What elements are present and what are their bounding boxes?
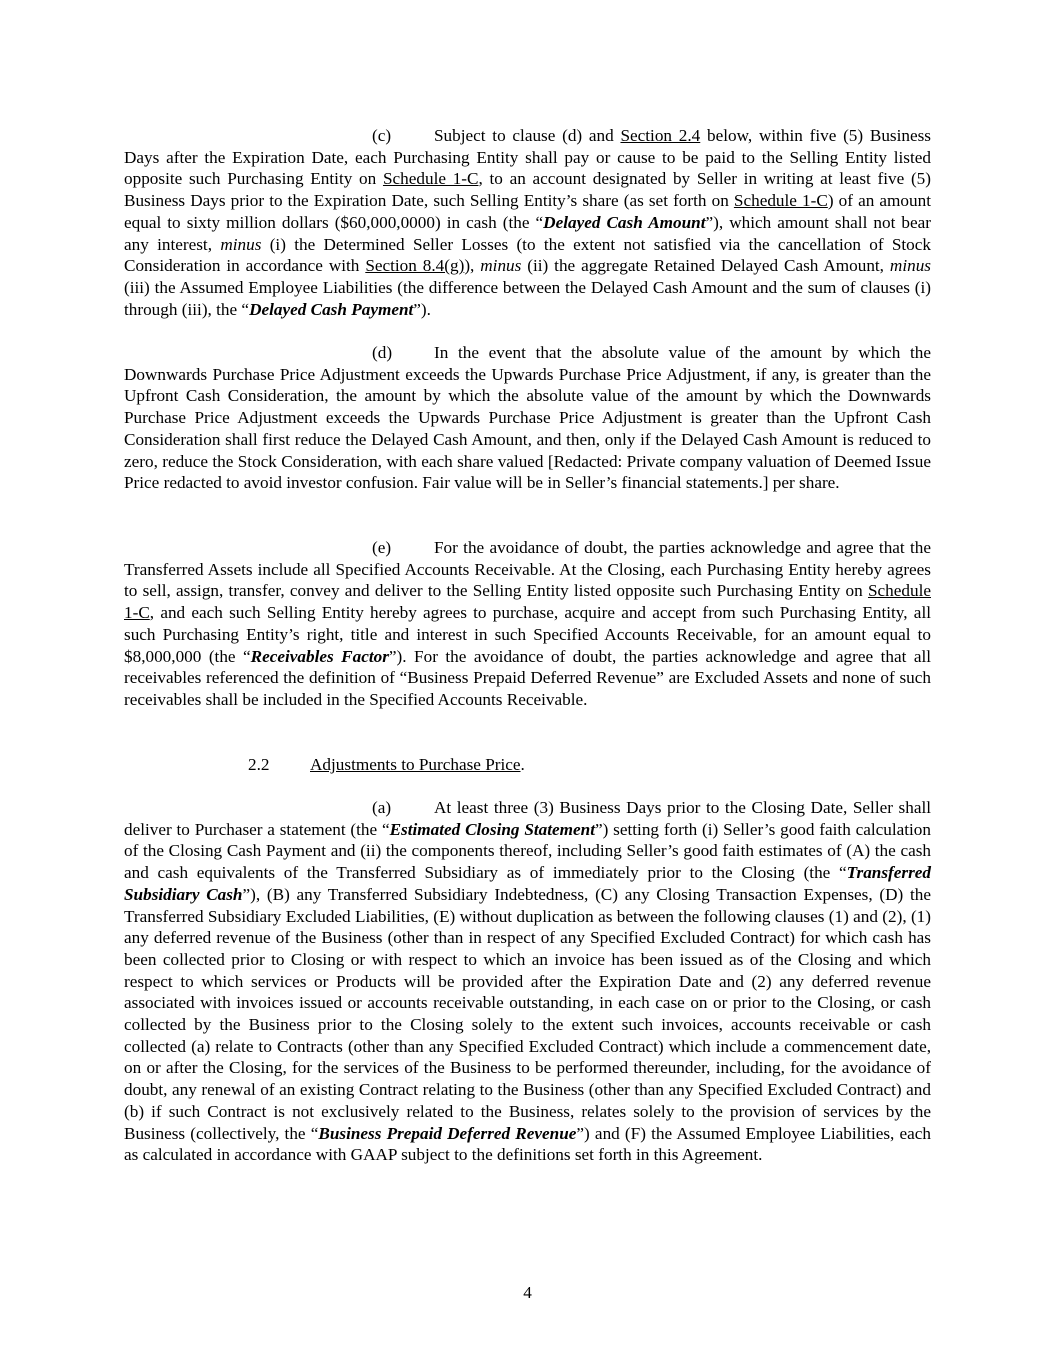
defined-term: Estimated Closing Statement [389,819,596,839]
defined-term: Business Prepaid Deferred Revenue [318,1123,577,1143]
defined-term: Delayed Cash Amount [543,212,706,232]
section-2-2-heading: 2.2 Adjustments to Purchase Price. [248,755,525,774]
section-title: Adjustments to Purchase Price [310,755,521,774]
defined-term: Receivables Factor [250,646,389,666]
clause-marker-e: (e) [372,538,392,557]
paragraph-a: (a) At least three (3) Business Days prior to the Closing Date, Seller shall deliver to Purchaser a statement (the “Estimated Closing Statement”) setting forth (i) Seller’s good faith calculation of the Closing Cash Payment and (ii) the components thereof, including Seller’s good faith estimates of (A) the cash and cash equivalents of the Transferred Subsidiary as of immediately prior to the Closing (the “Transferred Subsidiary Cash”), (B) any Transferred Subsidiary Indebtedness, (C) any Closing Transaction Expenses, (D) the Transferred Subsidiary Excluded Liabilities, (E) without duplication as between the following clauses (1) and (2), (1) any deferred revenue of the Business (other than in respect of any Specified Excluded Contract) for which cash has been collected prior to Closing or with respect to which an invoice has been issued as of the Closing and which respect to which services or Products will be provided after the Expiration Date and (2) any deferred revenue associated with invoices issued or accounts receivable outstanding, in each case on or prior to the Closing, or cash collected by the Business prior to the Closing solely to the extent such invoices, accounts receivable or cash collected (a) relate to Contracts (other than any Specified Excluded Contract) which include a commencement date, on or after the Closing, for the services of the Business to be performed thereunder, including, for the avoidance of doubt, any renewal of an existing Contract relating to the Business (other than any Specified Excluded Contract) and (b) if such Contract is not exclusively related to the Business, relates solely to the provision of services by the Business (collectively, the “Business Prepaid Deferred Revenue”) and (F) the Assumed Employee Liabilities, each as calculated in accordance with GAAP subject to the definitions set forth in this Agreement. [124,798,931,1165]
defined-term: Transferred Subsidiary Cash [124,863,931,904]
clause-marker-c: (c) [372,126,392,145]
schedule-1c-reference: Schedule 1-C [733,191,828,211]
page-number: 4 [523,1283,532,1302]
paragraph-e: (e) For the avoidance of doubt, the parties acknowledge and agree that the Transferred Assets include all Specified Accounts Receivable. At the Closing, each Purchasing Entity hereby agrees to sell, assign, transfer, convey and deliver to the Selling Entity listed opposite such Purchasing Entity on Schedule 1-C, and each such Selling Entity hereby agrees to purchase, acquire and accept from such Purchasing Entity, all such Purchasing Entity’s right, title and interest in such Specified Accounts Receivable, for an amount equal to $8,000,000 (the “Receivables Factor”). For the avoidance of doubt, the parties acknowledge and agree that all receivables referenced the definition of “Business Prepaid Deferred Revenue” are Excluded Assets and none of such receivables shall be included in the Specified Accounts Receivable. [124,538,932,709]
schedule-1c-reference: Schedule 1-C [382,169,479,189]
clause-marker-a: (a) [372,798,392,817]
schedule-1c-reference: Schedule 1-C [124,581,931,623]
clause-marker-d: (d) [372,343,393,362]
section-8-4g-reference: Section 8.4(g) [365,256,465,276]
section-2-4-reference: Section 2.4 [620,126,701,145]
paragraph-d: (d) In the event that the absolute value of the amount by which the Downwards Purchase Price Adjustment exceeds the Upwards Purchase Price Adjustment, if any, is greater than the Upfront Cash Consideration, the amount by which the absolute value of the amount by which the Downwards Purchase Price Adjustment exceeds the Upwards Purchase Price Adjustment is greater than the Upfront Cash Consideration shall first reduce the Delayed Cash Amount, and then, only if the Delayed Cash Amount is reduced to zero, reduce the Stock Consideration, with each share valued [Redacted: Private company valuation of Deemed Issue Price redacted to avoid investor confusion. Fair value will be in Seller’s financial statements.] per share. [124,343,931,493]
paragraph-c: (c) Subject to clause (d) and Section 2.4 below, within five (5) Business Days after the Expiration Date, each Purchasing Entity shall pay or cause to be paid to the Selling Entity listed opposite such Purchasing Entity on Schedule 1-C, to an account designated by Seller in writing at least five (5) Business Days prior to the Expiration Date, such Selling Entity’s share (as set forth on Schedule 1-C) of an amount equal to sixty million dollars ($60,000,0000) in cash (the “Delayed Cash Amount”), which amount shall not bear any interest, minus (i) the Determined Seller Losses (to the extent not satisfied via the cancellation of Stock Consideration in accordance with Section 8.4(g)), minus (ii) the aggregate Retained Delayed Cash Amount, minus (iii) the Assumed Employee Liabilities (the difference between the Delayed Cash Amount and the sum of clauses (i) through (iii), the “Delayed Cash Payment”). [124,126,931,319]
section-number: 2.2 [248,755,270,774]
defined-term: Delayed Cash Payment [249,299,414,319]
